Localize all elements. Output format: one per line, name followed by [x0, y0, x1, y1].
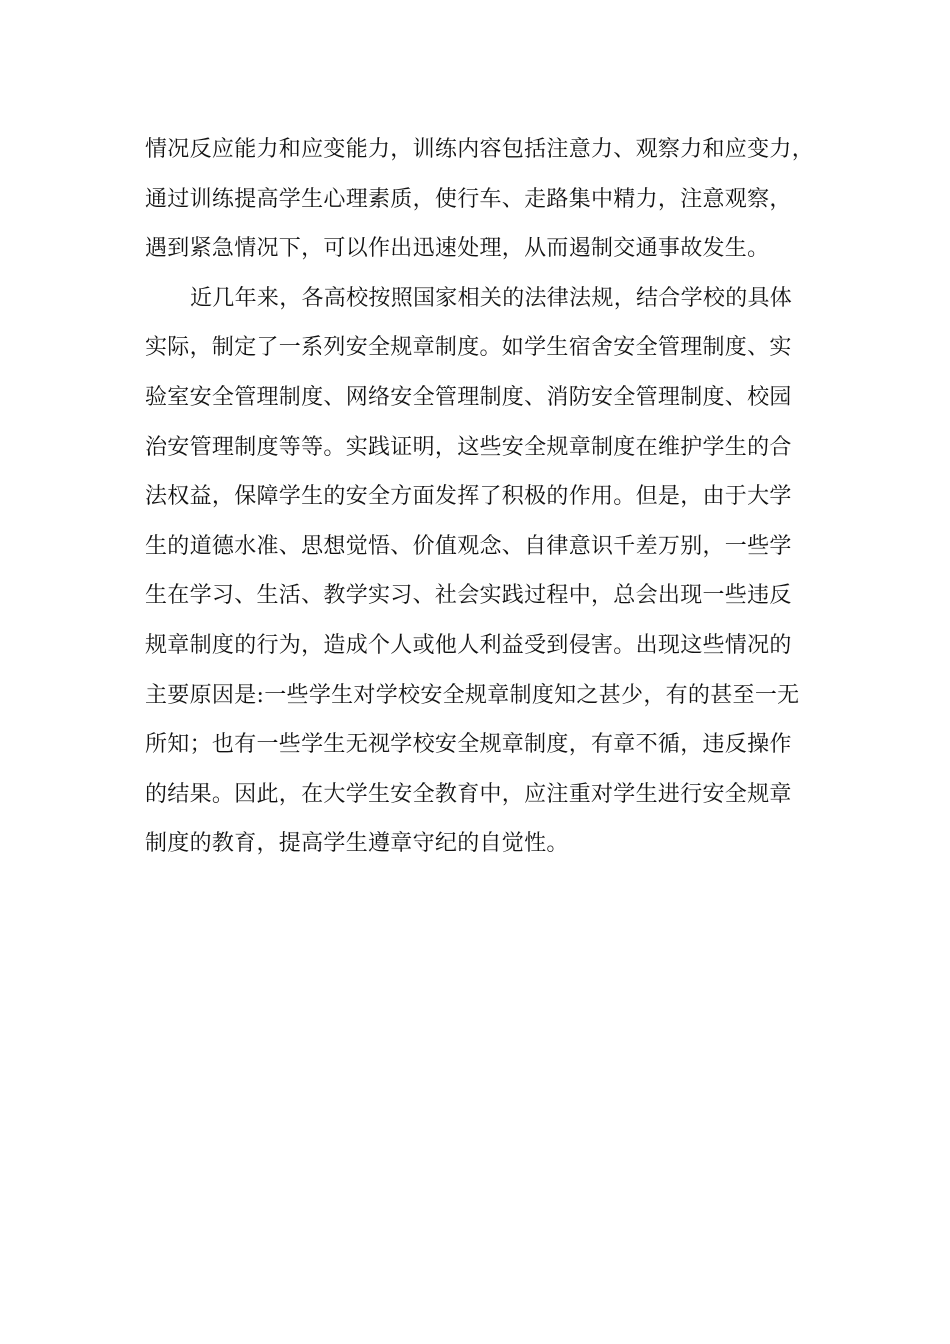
text-line: 的结果。因此，在大学生安全教育中，应注重对学生进行安全规章 — [145, 781, 792, 807]
text-line: 情况反应能力和应变能力，训练内容包括注意力、观察力和应变力， — [145, 137, 815, 162]
text-line: 实际，制定了一系列安全规章制度。如学生宿舍安全管理制度、实 — [145, 335, 792, 361]
text-line: 法权益，保障学生的安全方面发挥了积极的作用。但是，由于大学 — [145, 484, 792, 510]
text-line: 主要原因是:一些学生对学校安全规章制度知之甚少，有的甚至一无 — [145, 682, 800, 708]
text-line: 制度的教育，提高学生遵章守纪的自觉性。 — [145, 831, 569, 857]
text-line: 治安管理制度等等。实践证明，这些安全规章制度在维护学生的合 — [145, 434, 792, 460]
text-line: 验室安全管理制度、网络安全管理制度、消防安全管理制度、校园 — [145, 384, 792, 410]
text-line: 生的道德水准、思想觉悟、价值观念、自律意识千差万别，一些学 — [145, 533, 792, 559]
text-line: 规章制度的行为，造成个人或他人利益受到侵害。出现这些情况的 — [145, 632, 792, 658]
text-line: 所知；也有一些学生无视学校安全规章制度，有章不循，违反操作 — [145, 732, 792, 758]
text-line: 遇到紧急情况下，可以作出迅速处理，从而遏制交通事故发生。 — [145, 236, 770, 262]
body-text — [145, 131, 815, 875]
text-line: 生在学习、生活、教学实习、社会实践过程中，总会出现一些违反 — [145, 583, 792, 609]
paragraph-first-line: 近几年来，各高校按照国家相关的法律法规，结合学校的具体 — [190, 285, 793, 311]
text-line: 通过训练提高学生心理素质，使行车、走路集中精力，注意观察， — [145, 186, 792, 212]
